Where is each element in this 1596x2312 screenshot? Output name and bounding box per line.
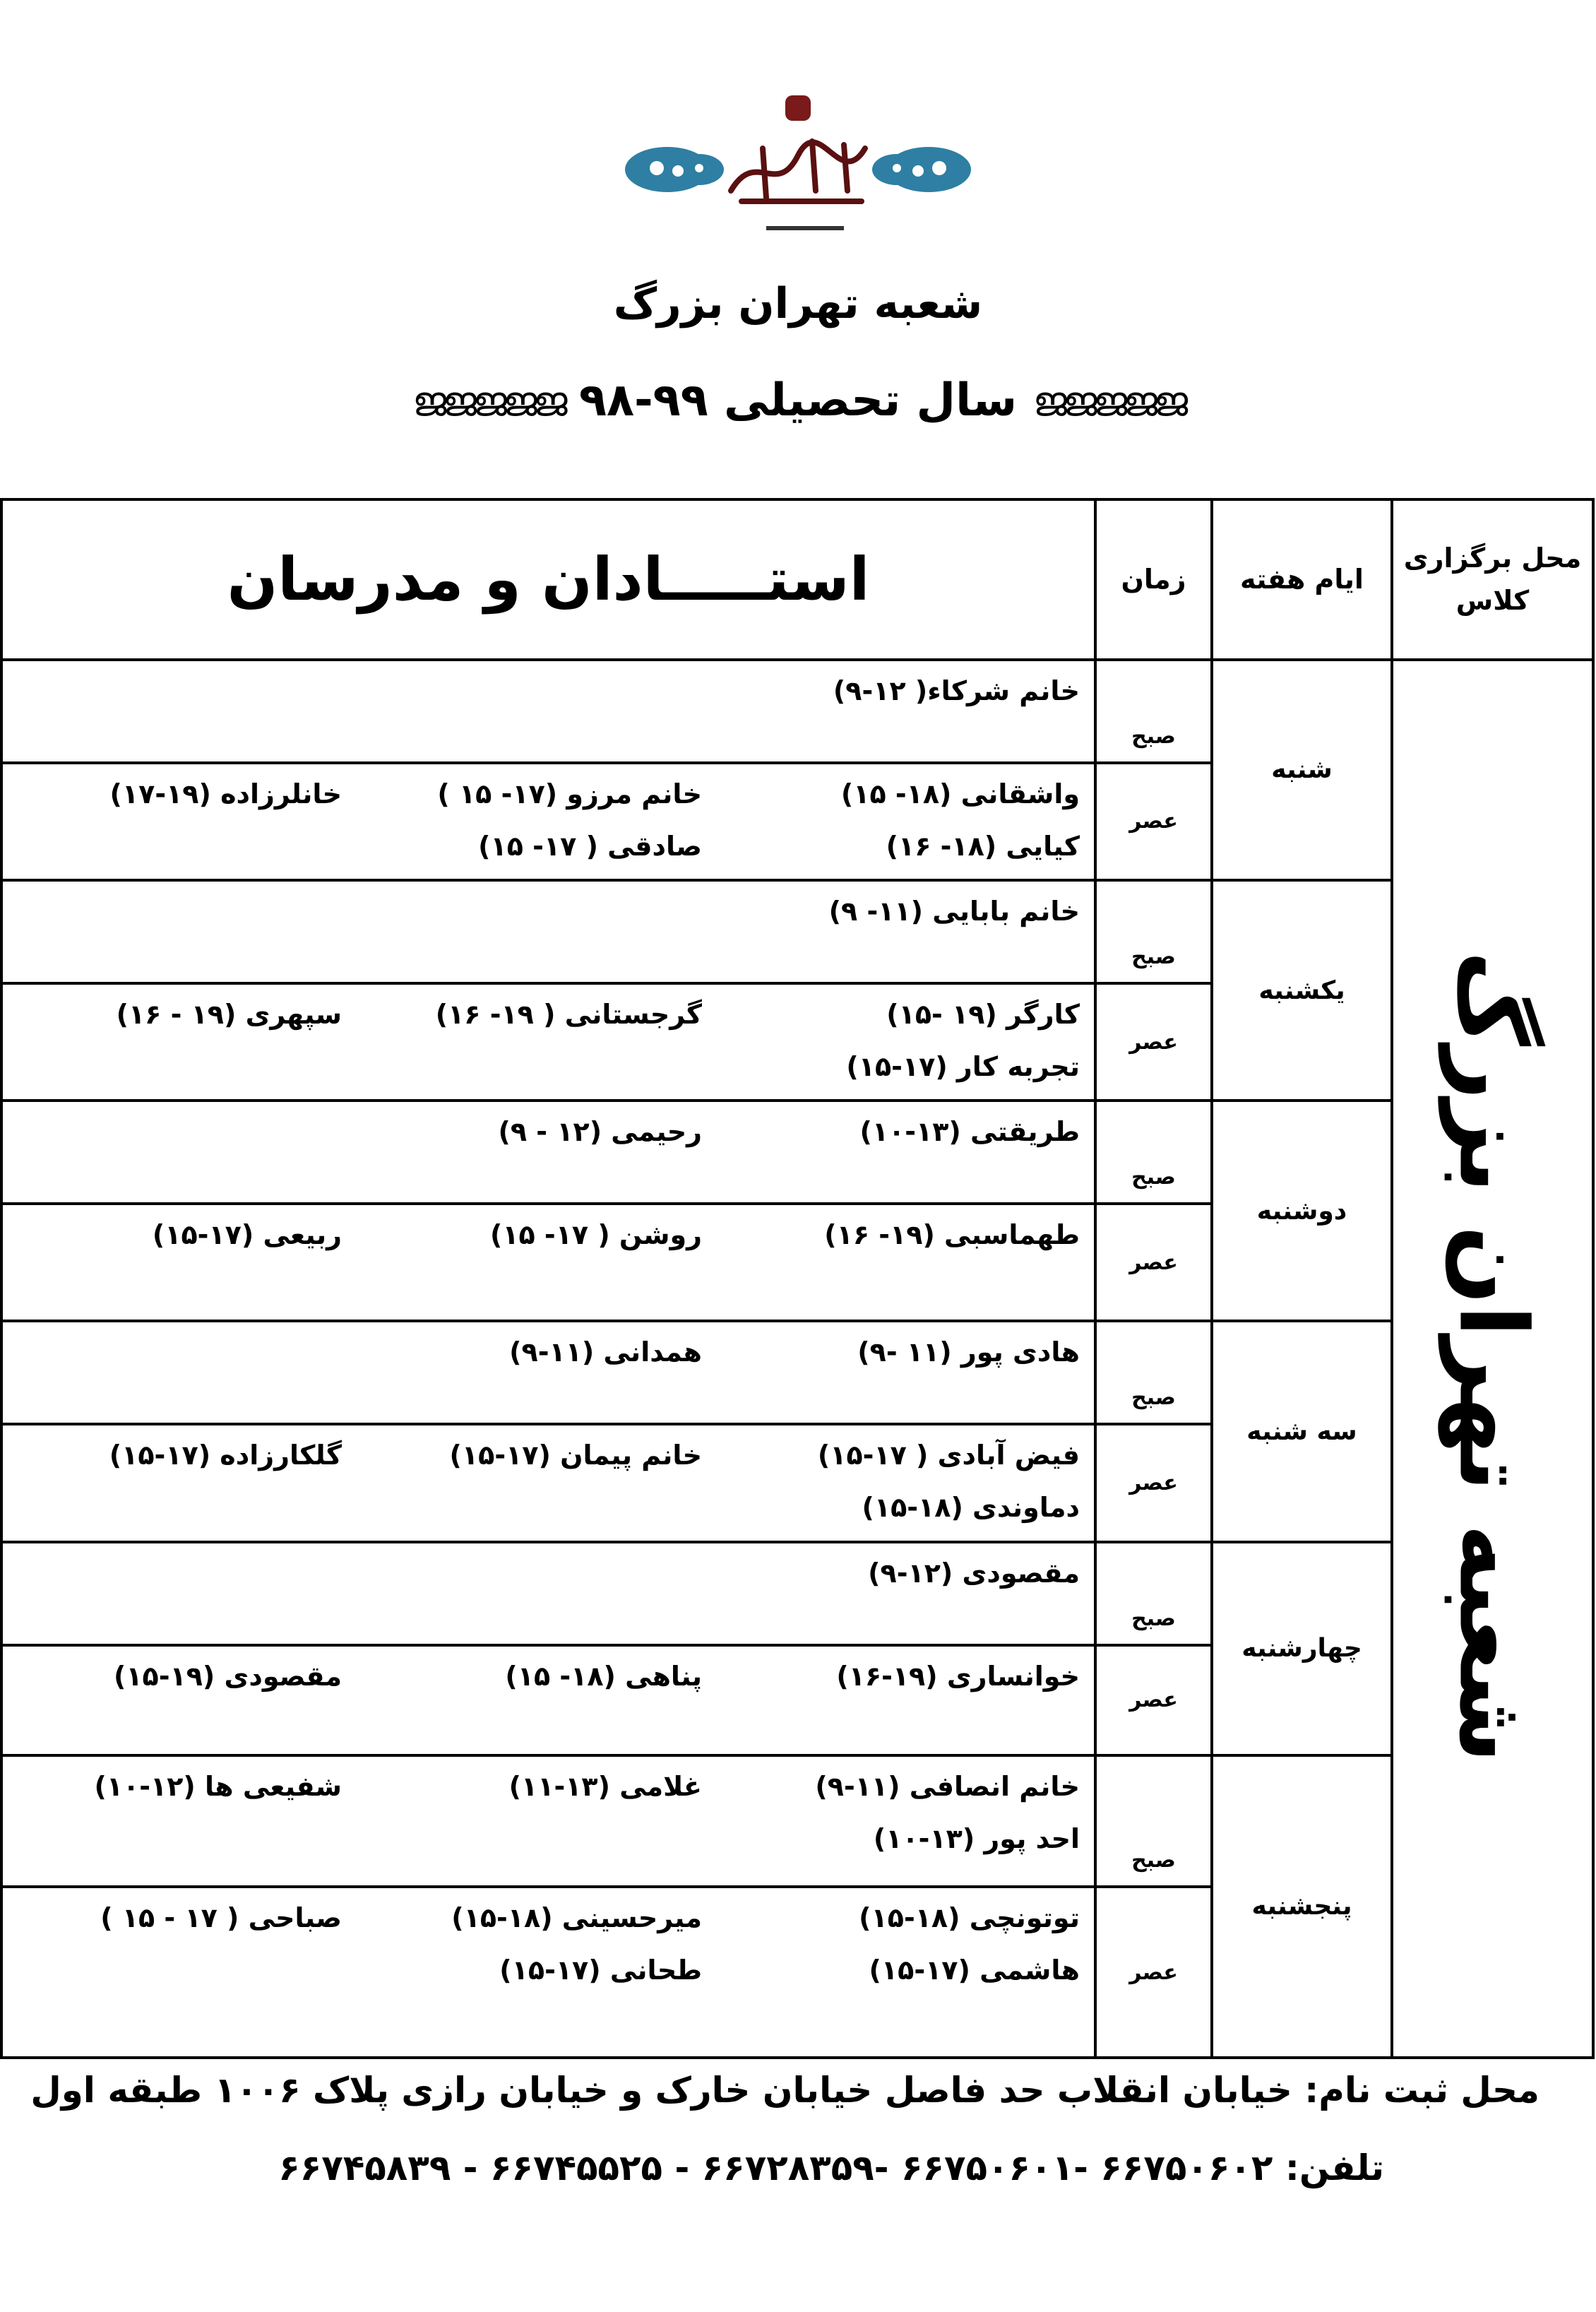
teacher-entry: طریقتی (۱۳-۱۰) bbox=[859, 1116, 1080, 1148]
society-logo bbox=[600, 85, 996, 254]
teacher-entry: شفیعی ها (۱۲-۱۰) bbox=[94, 1770, 342, 1802]
year-heading bbox=[0, 374, 1596, 427]
morning-teachers bbox=[1, 1321, 1095, 1424]
afternoon-label: عصر bbox=[1095, 1645, 1212, 1755]
teacher-entry: طهماسبی (۱۹- ۱۶) bbox=[824, 1219, 1080, 1251]
teacher-entry: صباحی ( ۱۷ - ۱۵ ) bbox=[100, 1902, 342, 1934]
teacher-entry: مقصودی (۱۲-۹) bbox=[868, 1557, 1080, 1589]
branch-heading: شعبه تهران بزرگ bbox=[613, 279, 983, 328]
teacher-entry: احد پور (۱۳-۱۰) bbox=[873, 1822, 1080, 1854]
teacher-entry: تجربه کار (۱۷-۱۵) bbox=[846, 1050, 1080, 1082]
morning-label: صبح bbox=[1095, 880, 1212, 983]
morning-label: صبح bbox=[1095, 1321, 1212, 1424]
afternoon-teachers bbox=[1, 1645, 1095, 1755]
days-header: ایام هفته bbox=[1212, 499, 1392, 660]
branch-vertical-label: شعبه تهران بزرگ bbox=[1438, 951, 1547, 1764]
location-header: محل برگزاری کلاس bbox=[1392, 499, 1593, 660]
afternoon-label: عصر bbox=[1095, 983, 1212, 1101]
afternoon-teachers bbox=[1, 763, 1095, 880]
afternoon-label: عصر bbox=[1095, 1887, 1212, 2058]
teacher-entry: صادقی ( ۱۷- ۱۵) bbox=[478, 830, 702, 862]
year-title: سال تحصیلی ۹۹-۹۸ bbox=[578, 374, 1018, 427]
morning-teachers bbox=[1, 1542, 1095, 1645]
teacher-entry: دماوندی (۱۸-۱۵) bbox=[862, 1492, 1080, 1524]
morning-label: صبح bbox=[1095, 1542, 1212, 1645]
day-label: پنجشنبه bbox=[1212, 1755, 1392, 2058]
morning-teachers bbox=[1, 660, 1095, 763]
teacher-entry: مقصودی (۱۹-۱۵) bbox=[113, 1660, 342, 1692]
ornament-left: ജജജജജ bbox=[412, 377, 564, 425]
time-header: زمان bbox=[1095, 499, 1212, 660]
teacher-entry: پناهی (۱۸- ۱۵) bbox=[505, 1660, 702, 1692]
day-label: یکشنبه bbox=[1212, 880, 1392, 1101]
morning-label: صبح bbox=[1095, 1101, 1212, 1204]
teacher-entry: همدانی (۱۱-۹) bbox=[509, 1336, 702, 1368]
teacher-entry: هادی پور (۱۱ -۹) bbox=[857, 1336, 1080, 1368]
phone-numbers: تلفن: ۶۶۷۵۰۶۰۲ -۶۶۷۵۰۶۰۱ -۶۶۷۲۸۳۵۹ - ۶۶۷۴۵۵۲۵ - ۶۶۷۴۵۸۳۹ bbox=[278, 2147, 1384, 2188]
day-label: سه شنبه bbox=[1212, 1321, 1392, 1541]
teacher-entry: خانم پیمان (۱۷-۱۵) bbox=[449, 1440, 702, 1471]
teacher-entry: هاشمی (۱۷-۱۵) bbox=[869, 1955, 1080, 1986]
teacher-entry: ربیعی (۱۷-۱۵) bbox=[152, 1219, 342, 1251]
morning-teachers bbox=[1, 880, 1095, 983]
morning-label: صبح bbox=[1095, 660, 1212, 763]
teacher-entry: واشقانی (۱۸- ۱۵) bbox=[840, 778, 1080, 810]
registration-address: محل ثبت نام: خیابان انقلاب حد فاصل خیابان خارک و خیابان رازی پلاک ۱۰۰۶ طبقه اول bbox=[30, 2070, 1540, 2111]
afternoon-teachers bbox=[1, 1204, 1095, 1321]
teacher-entry: خوانساری (۱۹-۱۶) bbox=[836, 1660, 1080, 1692]
teacher-entry: میرحسینی (۱۸-۱۵) bbox=[451, 1902, 702, 1934]
teacher-entry: خانم مرزو (۱۷- ۱۵ ) bbox=[437, 778, 702, 810]
afternoon-label: عصر bbox=[1095, 763, 1212, 880]
morning-teachers bbox=[1, 1101, 1095, 1204]
teacher-entry: غلامی (۱۳-۱۱) bbox=[508, 1770, 702, 1802]
teacher-entry: فیض آبادی ( ۱۷-۱۵) bbox=[817, 1440, 1080, 1471]
teacher-entry: طحانی (۱۷-۱۵) bbox=[499, 1955, 702, 1986]
day-label: شنبه bbox=[1212, 660, 1392, 880]
teacher-entry: خانلرزاده (۱۹-۱۷) bbox=[109, 778, 342, 810]
day-label: چهارشنبه bbox=[1212, 1542, 1392, 1755]
teacher-entry: خانم شرکاء( ۱۲-۹) bbox=[833, 675, 1080, 706]
schedule-table bbox=[0, 498, 1595, 2059]
teacher-entry: سپهری (۱۹ - ۱۶) bbox=[116, 998, 342, 1030]
teacher-entry: کارگر (۱۹ -۱۵) bbox=[886, 998, 1080, 1030]
ornament-right: ജജജജജ bbox=[1032, 377, 1184, 425]
morning-teachers bbox=[1, 1755, 1095, 1887]
teacher-entry: گلکارزاده (۱۷-۱۵) bbox=[109, 1440, 342, 1471]
morning-label: صبح bbox=[1095, 1755, 1212, 1887]
afternoon-teachers bbox=[1, 1424, 1095, 1541]
teacher-entry: گرجستانی ( ۱۹- ۱۶) bbox=[435, 998, 702, 1030]
day-label: دوشنبه bbox=[1212, 1101, 1392, 1321]
teacher-entry: رحیمی (۱۲ - ۹) bbox=[498, 1116, 702, 1148]
afternoon-teachers bbox=[1, 983, 1095, 1101]
teacher-entry: خانم بابایی (۱۱- ۹) bbox=[828, 895, 1080, 927]
afternoon-label: عصر bbox=[1095, 1424, 1212, 1541]
afternoon-teachers bbox=[1, 1887, 1095, 2058]
teacher-entry: خانم انصافی (۱۱-۹) bbox=[815, 1770, 1080, 1802]
teachers-header: استـــــادان و مدرسان bbox=[1, 499, 1095, 660]
teacher-entry: کیایی (۱۸- ۱۶) bbox=[886, 830, 1080, 862]
teacher-entry: توتونچی (۱۸-۱۵) bbox=[859, 1902, 1080, 1934]
teacher-entry: روشن ( ۱۷- ۱۵) bbox=[489, 1219, 702, 1251]
branch-location-cell bbox=[1392, 660, 1593, 2058]
afternoon-label: عصر bbox=[1095, 1204, 1212, 1321]
